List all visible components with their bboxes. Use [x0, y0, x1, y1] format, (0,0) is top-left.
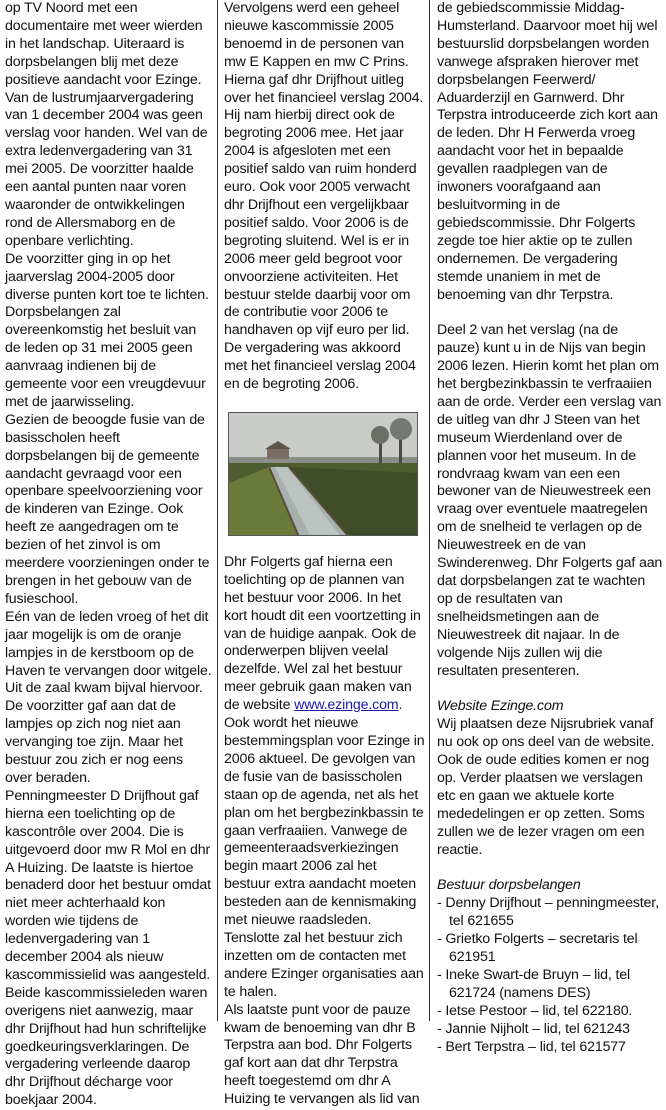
paragraph: Wij plaatsen deze Nijsrubriek vanaf nu ook op ons deel van de website. Ook de oude edities komen er nog op. Verder plaatsen we verslagen etc en gaan we aktuele korte mededelingen er op zetten. Soms zullen we de lezer vragen om een reactie. — [437, 716, 655, 858]
list-item: - Jannie Nijholt – lid, tel 621243 — [437, 1020, 630, 1037]
list-item: - Grietko Folgerts – secretaris tel 621951 — [437, 931, 638, 965]
paragraph: de gebiedscommissie Middag-Humsterland. Daarvoor moet hij wel bestuurslid dorpsbelangen worden vanwege afspraken hierover met dorpsbelangen Feerwerd/ Aduarderzijl en Garnwerd. Dhr Terpstra introduceerde zich kort aan de leden. Dhr H Ferwerda vroeg aandacht voor het in bepaalde gevallen raadplegen van de inwoners voorafgaand aan besluitvorming in de gebiedscommissie. Dhr Folgerts zegde toe hier aktie op te zullen ondernemen. De vergadering stemde unaniem in met de benoeming van dhr Terpstra. — [437, 0, 658, 303]
paragraph: De voorzitter ging in op het jaarverslag 2004-2005 door diverse punten kort toe te lichten. Dorpsbelangen zal overeenkomstig het besluit van de leden op 31 mei 2005 geen aanvraag indienen bij de gemeente voor een vreugdevuur met de jaarwisseling. — [5, 250, 209, 410]
ditch-landscape-photo — [228, 412, 418, 536]
paragraph-text: . Ook wordt het nieuwe bestemmingsplan voor Ezinge in 2006 aktueel. De gevolgen van de fusie van de basisscholen staan op de agenda, net als het plan om het bergbezinkbassin te gaan verfraaiien. Vanwege de gemeenteraadsverkiezingen begin maart 2006 zal het bestuur extra aandacht moeten besteden aan de kennismaking met nieuwe raadsleden. — [224, 697, 425, 929]
column-2 — [218, 0, 428, 1108]
list-item: - Bert Terpstra – lid, tel 621577 — [437, 1038, 626, 1055]
column-1 — [0, 0, 216, 1109]
paragraph: Als laatste punt voor de pauze kwam de benoeming van dhr B Terpstra aan bod. Dhr Folgerts gaf kort aan dat dhr Terpstra heeft toegestemd om dhr A Huizing te vervangen als lid van — [224, 1001, 420, 1108]
list-item: - Ietse Pestoor – lid, tel 622180. — [437, 1002, 633, 1019]
website-link[interactable]: www.ezinge.com — [294, 697, 399, 714]
paragraph: Eén van de leden vroeg of het dit jaar mogelijk is om de oranje lampjes in de kerstboom op de Haven te vervangen door witgele. Uit de zaal kwam bijval hiervoor. De voorzitter gaf aan dat de lampjes op zich nog niet aan vervanging toe zijn. Maar het bestuur zou zich er nog eens over beraden. — [5, 608, 212, 786]
website-heading: Website Ezinge.com — [437, 698, 564, 715]
paragraph: op TV Noord met een documentaire met weer wierden in het landschap. Uiteraard is dorpsbelangen blij met deze positieve aandacht voor Ezinge. — [5, 0, 203, 88]
paragraph: Tenslotte zal het bestuur zich inzetten om de contacten met andere Ezinger organisaties aan te halen. — [224, 929, 424, 1000]
board-heading: Bestuur dorpsbelangen — [437, 877, 581, 894]
paragraph: Penningmeester D Drijfhout gaf hierna een toelichting op de kascontrôle over 2004. Die is uitgevoerd door mw R Mol en dhr A Huizing. De laatste is hiertoe benaderd door het bestuur omdat niet meer achterhaald kon worden wie tijdens de ledenvergadering van 1 december 2004 als nieuw kascommissielid was aangesteld. Beide kascommissieleden waren overigens niet aanwezig, maar dhr Drijfhout had hun schriftelijke goedkeuringsverklaringen. De vergadering verleende daarop dhr Drijfhout décharge voor boekjaar 2004. — [5, 787, 211, 1109]
column-3 — [430, 0, 666, 1055]
board-list — [437, 895, 663, 1056]
paragraph: Van de lustrumjaarvergadering van 1 december 2004 was geen verslag voor handen. Wel van de extra ledenvergadering van 31 mei 2005. De voorzitter haalde een aantal punten naar voren waaronder de ontwikkelingen rond de Allersmaborg en de openbare verlichting. — [5, 89, 208, 249]
paragraph: Gezien de beoogde fusie van de basisscholen heeft dorpsbelangen bij de gemeente aandacht gevraagd voor een openbare speelvoorziening voor de kinderen van Ezinge. Ook heeft ze aangedragen om te bezien of het zinvol is om meerdere voorzieningen onder te brengen in het gebouw van de fusieschool. — [5, 411, 210, 607]
list-item: - Denny Drijfhout – penningmeester, tel 621655 — [437, 895, 659, 930]
paragraph: Deel 2 van het verslag (na de pauze) kunt u in de Nijs van begin 2006 lezen. Hierin komt het plan om het bergbezinkbassin te verfraaiien aan de orde. Verder een verslag van de uitleg van dhr J Steen van het museum Wierdenland over de plannen voor het museum. In de rondvraag kwam van een een bewoner van de Nieuwestreek een vraag over eventuele maatregelen om de snelheid te verlagen op de Nieuwestreek en de van Swinderenweg. Dhr Folgerts gaf aan dat dorpsbelangen zat te wachten op de resultaten van snelheidsmetingen aan de Nieuwestreek dit najaar. In de volgende Nijs zullen wij die resultaten presenteren. — [437, 322, 663, 679]
list-item: - Ineke Swart-de Bruyn – lid, tel 621724 (namens DES) — [437, 966, 630, 1001]
paragraph-text: Dhr Folgerts gaf hierna een toelichting op de plannen van het bestuur voor 2006. In het kort houdt dit een voortzetting in van de huidige aanpak. Ook de onderwerpen blijven veelal dezelfde. Wel zal het bestuur meer gebruik gaan maken van de website — [224, 553, 421, 714]
paragraph: Vervolgens werd een geheel nieuwe kascommissie 2005 benoemd in de personen van mw E Kappen en mw C Prins. Hierna gaf dhr Drijfhout uitleg over het financieel verslag 2004. Hij nam hierbij direct ook de begroting 2006 mee. Het jaar 2004 is afgesloten met een positief saldo van ruim honderd euro. Ook voor 2005 verwacht dhr Drijfhout een vergelijkbaar positief saldo. Voor 2006 is de begroting sluitend. Wel is er in 2006 meer geld begroot voor onvoorziene activiteiten. Het bestuur stelde daarbij voor om de contributie voor 2006 te handhaven op vijf euro per lid. De vergadering was akkoord met het financieel verslag 2004 en de begroting 2006. — [224, 0, 424, 393]
paragraph — [224, 554, 425, 930]
